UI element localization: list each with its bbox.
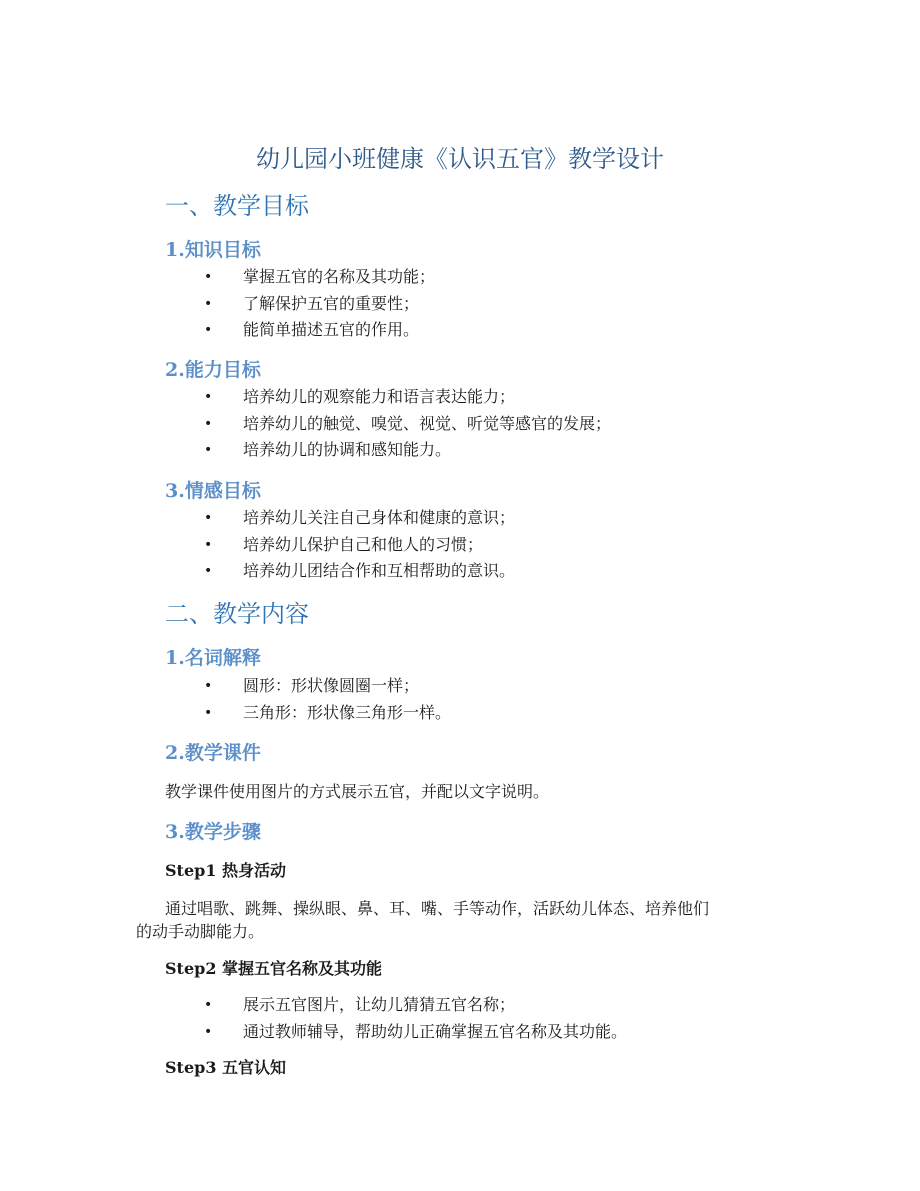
bullet-icon: • [204,997,213,1013]
bullet-icon: • [204,563,213,579]
courseware-paragraph: 教学课件使用图片的方式展示五官，并配以文字说明。 [165,782,550,801]
bullet-icon: • [204,322,213,338]
bullet-icon: • [204,704,213,721]
document-title: 幼儿园小班健康《认识五官》教学设计 [256,145,664,173]
document-page: 幼儿园小班健康《认识五官》教学设计 一、教学目标 1.知识目标 • 掌握五官的名称及其功能； • 了解保护五官的重要性； • 能简单描述五官的作用。 2.能力目标 • 培养幼儿的观察能力和语言表达能力； • 培养幼儿的触觉、嗅觉、视觉、听觉等感官的发展； • 培养幼儿的协调和感知能力。 3.情感目标 • 培养幼儿关注自己身体和健康的意识； • 培养幼儿保护自己和他人的习惯； • 培养幼儿团结合作和互相帮助的意识。 二、教学内容 1.名词解释 • 圆形：形状像圆圈一样； • 三角形：形状像三角形一样。 2.教学课件 教学课件使用图片的方式展示五官，并配以文字说明。 3.教学步骤 Step1 热身活动 通过唱歌、跳舞、操纵眼、鼻、耳、嘴、手等动作，活跃幼儿体态、培养他们 的动手动脚能力。 Step2 掌握五官名称及其功能 • 展示五官图片，让幼儿猜猜五官名称； • 通过教师辅导，帮助幼儿正确掌握五官名称及其功能。 Step3 五官认知 [0,0,920,1191]
step2-heading: Step2 掌握五官名称及其功能 [165,959,383,978]
subsection-heading-courseware: 2.教学课件 [165,742,261,764]
subsection-heading-teaching-steps: 3.教学步骤 [165,821,261,843]
step3-heading: Step3 五官认知 [165,1058,287,1077]
section-heading-teaching-goals: 一、教学目标 [165,192,309,220]
subsection-heading-term-explanation: 1.名词解释 [165,647,261,669]
bullet-icon: • [204,678,213,694]
step1-paragraph-line1: 通过唱歌、跳舞、操纵眼、鼻、耳、嘴、手等动作，活跃幼儿体态、培养他们 [165,899,710,918]
step1-heading: Step1 热身活动 [165,861,287,880]
bullet-icon: • [204,269,213,285]
section-heading-teaching-content: 二、教学内容 [165,600,309,628]
step1-paragraph-line2: 的动手动脚能力。 [136,922,265,941]
bullet-icon: • [204,510,213,526]
subsection-heading-emotion-goals: 3.情感目标 [165,480,261,502]
bullet-icon: • [204,536,213,553]
bullet-icon: • [204,415,213,432]
subsection-heading-knowledge-goals: 1.知识目标 [165,239,261,261]
bullet-icon: • [204,389,213,405]
bullet-icon: • [204,295,213,312]
bullet-icon: • [204,1023,213,1040]
bullet-icon: • [204,442,213,458]
subsection-heading-ability-goals: 2.能力目标 [165,359,261,381]
